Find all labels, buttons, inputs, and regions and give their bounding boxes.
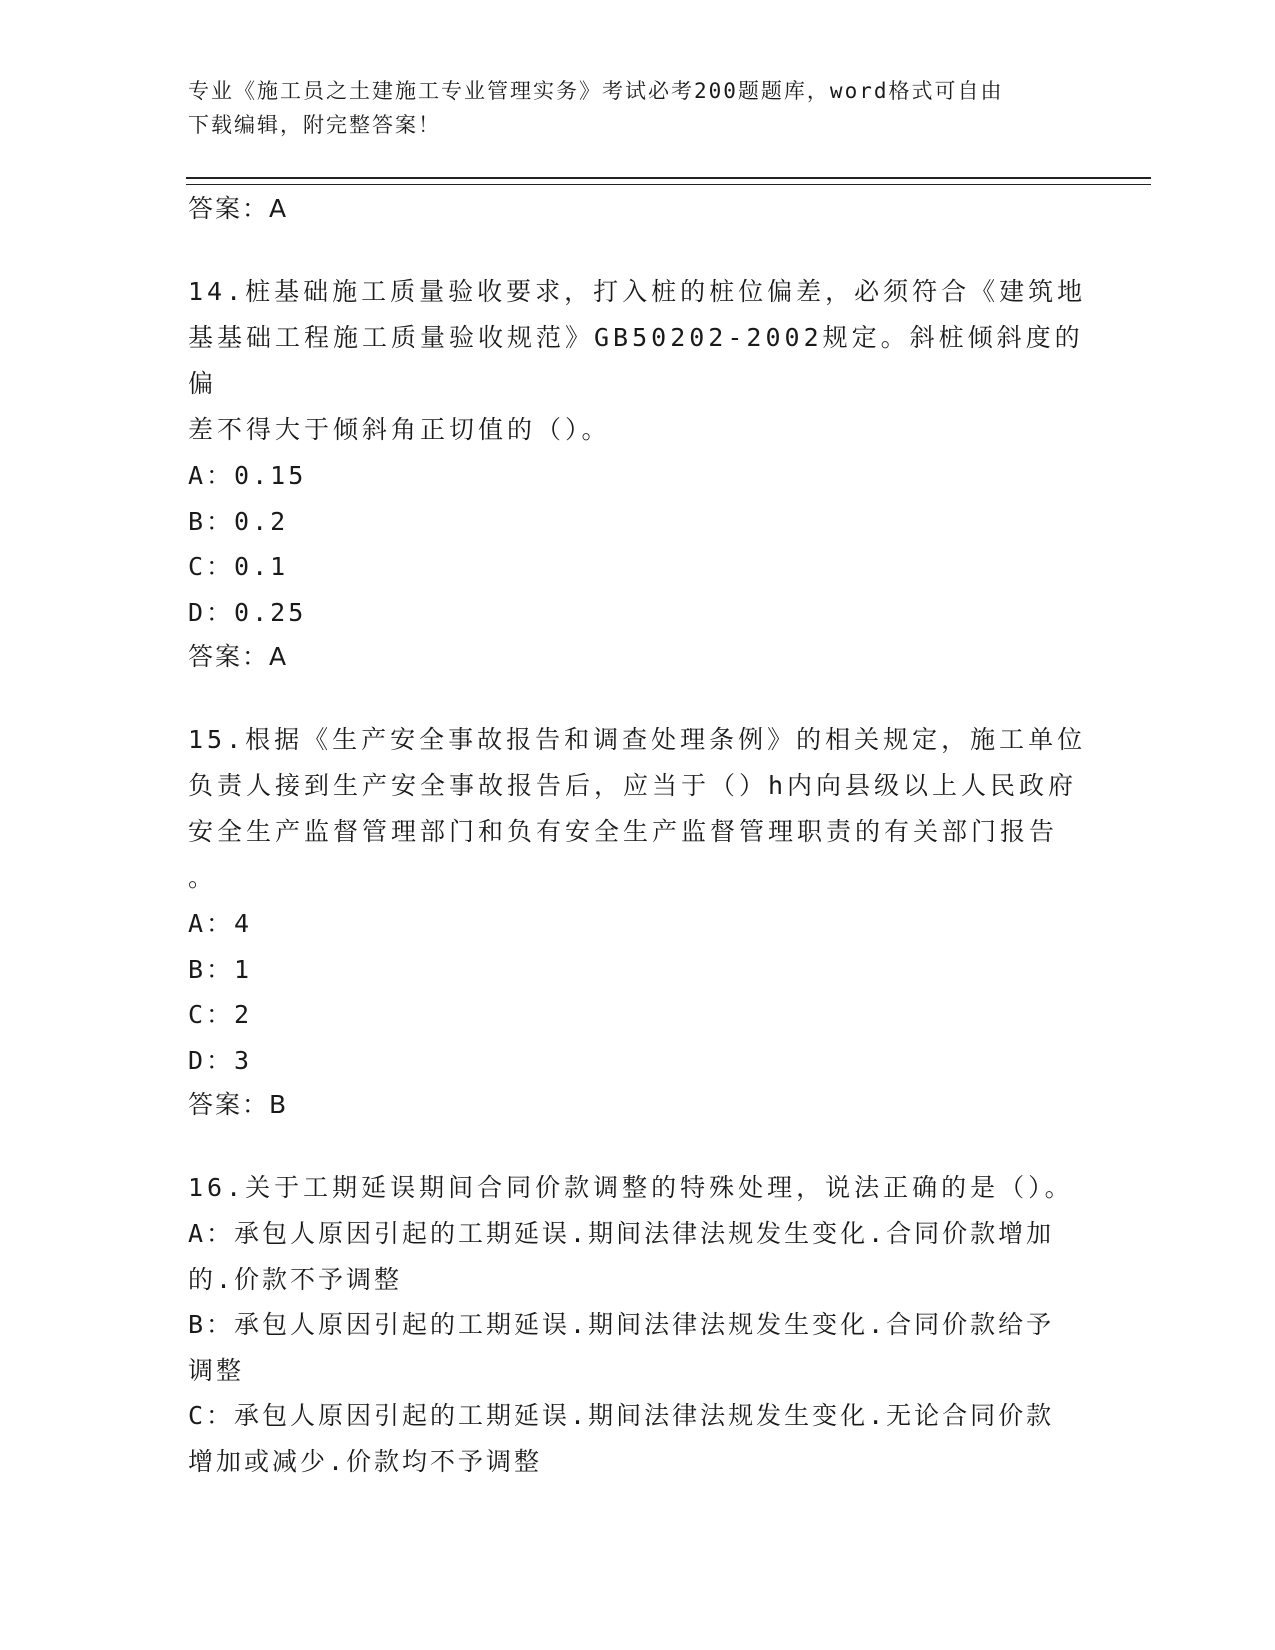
question-text: 差不得大于倾斜角正切值的（）。 [188, 415, 611, 444]
option-b: B：1 [188, 954, 253, 984]
option-b-cont: 调整 [188, 1355, 245, 1385]
option-c: C：0.1 [188, 552, 289, 581]
option-c: C：2 [188, 1000, 253, 1029]
question-16 [188, 1165, 1088, 1484]
question-text: 基基础工程施工质量验收规范》GB50202-2002规定。斜桩倾斜度的偏 [188, 323, 1084, 398]
option-a: A：4 [188, 909, 253, 938]
question-text: 16.关于工期延误期间合同价款调整的特殊处理，说法正确的是（）。 [188, 1173, 1074, 1202]
option-c: C：承包人原因引起的工期延误.期间法律法规发生变化.无论合同价款 [188, 1401, 1055, 1430]
question-text: 。 [188, 863, 218, 892]
document-body [188, 187, 1088, 1484]
option-d: D：0.25 [188, 597, 307, 627]
question-text: 15.根据《生产安全事故报告和调查处理条例》的相关规定，施工单位 [188, 725, 1087, 754]
option-b: B：0.2 [188, 506, 289, 536]
header-line-1: 专业《施工员之土建施工专业管理实务》考试必考200题题库，word格式可自由 [188, 79, 1004, 103]
question-text: 负责人接到生产安全事故报告后，应当于（）h内向县级以上人民政府 [188, 771, 1078, 800]
page-header [188, 74, 1088, 142]
question-text: 安全生产监督管理部门和负有安全生产监督管理职责的有关部门报告 [188, 817, 1059, 846]
header-line-2: 下载编辑，附完整答案！ [188, 113, 441, 137]
answer-line: 答案：A [188, 642, 289, 671]
answer-line: 答案：A [188, 194, 289, 223]
option-a: A：承包人原因引起的工期延误.期间法律法规发生变化.合同价款增加 [188, 1219, 1055, 1248]
option-d: D：3 [188, 1045, 253, 1075]
option-c-cont: 增加或减少.价款均不予调整 [188, 1446, 543, 1476]
option-b: B：承包人原因引起的工期延误.期间法律法规发生变化.合同价款给予 [188, 1310, 1055, 1339]
answer-line: 答案：B [188, 1090, 289, 1119]
header-divider [186, 177, 1151, 185]
question-15 [188, 717, 1088, 1127]
question-text: 14.桩基础施工质量验收要求，打入桩的桩位偏差，必须符合《建筑地 [188, 277, 1087, 306]
option-a-cont: 的.价款不予调整 [188, 1264, 403, 1294]
option-a: A：0.15 [188, 461, 307, 490]
question-14 [188, 269, 1088, 679]
